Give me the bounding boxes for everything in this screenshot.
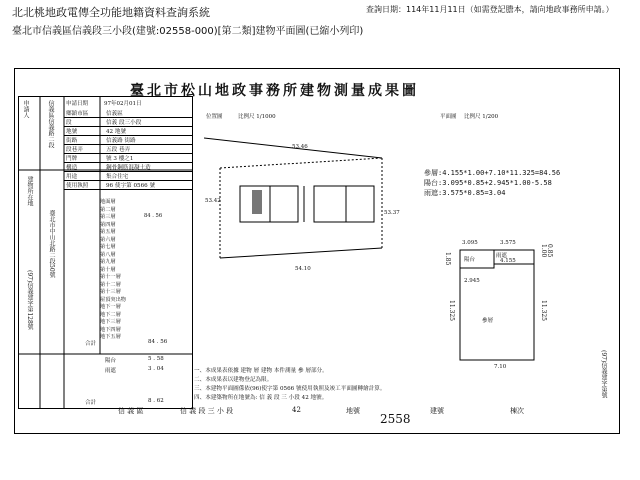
document-title: 臺北市松山地政事務所建物測量成果圖 xyxy=(130,83,419,99)
floor-row: 第二層 xyxy=(100,206,116,213)
note-line: 四、本建築物所在地號為: 信 義 段 三 小段 42 地號。 xyxy=(194,395,328,401)
total-value: 84 . 56 xyxy=(148,339,168,345)
dim-w1: 3.095 xyxy=(462,240,478,246)
floor-row: 第十三層 xyxy=(100,289,121,295)
footer-section: 信 義 段 三 小 段 xyxy=(180,407,234,415)
left-number: (97)信義建字第128號 xyxy=(26,270,33,330)
floor-row: 第九層 xyxy=(100,259,116,265)
table-row: 用途 集合住宅 xyxy=(64,171,192,181)
dim-v3: 0.85 xyxy=(546,244,553,258)
floor-row: 地下一層 xyxy=(100,304,121,310)
awning-label: 雨遮 xyxy=(496,253,508,259)
dim-v2: 1.00 xyxy=(540,244,547,258)
floor-row: 地面層 xyxy=(100,199,116,205)
footer-lot-label: 地號 xyxy=(346,407,360,415)
floor-row: 地下二層 xyxy=(100,311,121,318)
total-label: 合計 xyxy=(85,341,97,347)
location-line: 臺北市信義區信義段三小段(建號:02558-000)[第二類]建物平面圖(已縮小列印) xyxy=(12,26,364,37)
floor-row: 第七層 xyxy=(100,244,116,250)
formula-3: 雨遮:3.575*0.85=3.04 xyxy=(424,189,506,197)
floor-row: 第八層 xyxy=(100,251,116,258)
table-row: 門牌 號 3 樓之1 xyxy=(64,153,192,163)
plan-label: 平面圖 xyxy=(440,114,457,120)
floor-row: 地下三層 xyxy=(100,319,121,325)
site-right-dim: 53.37 xyxy=(384,210,400,216)
floor-row: 第四層 xyxy=(100,221,116,228)
scale2: 比例尺 1/200 xyxy=(464,114,499,120)
note-line: 一、本成果表依據 建物 層 建物 本件測量 參 層部分。 xyxy=(194,368,328,374)
floor-row: 第十一層 xyxy=(100,274,121,280)
floor-row: 第五層 xyxy=(100,229,116,235)
site-label: 位置圖 xyxy=(206,114,223,120)
attach-total-value: 8 . 62 xyxy=(148,398,164,404)
attach-row-1-label: 陽台 xyxy=(105,358,117,364)
table-row: 街路 信義路 街路 xyxy=(64,135,192,145)
scale1: 比例尺 1/1000 xyxy=(238,114,276,120)
floor-area: 84 . 56 xyxy=(144,213,163,219)
footer-building-label: 建號 xyxy=(430,407,444,415)
floor-row: 第三層 84 . 56 xyxy=(100,213,163,220)
floor-row: 地下四層 xyxy=(100,326,121,333)
query-date: 查詢日期：114年11月11日（如需登記謄本，請向地政事務所申請。） xyxy=(366,5,614,14)
table-row: 構造 鋼骨鋼筋混凝土造 xyxy=(64,162,192,172)
date-value: 97年02月01日 xyxy=(104,101,142,107)
attach-total-label: 合計 xyxy=(85,400,97,406)
floor-row: 地下五層 xyxy=(100,334,121,340)
table-row: 地號 42 地號 xyxy=(64,126,192,136)
attach-row-2-value: 3 . 04 xyxy=(148,366,164,372)
attach-row-2-label: 雨遮 xyxy=(105,368,117,374)
floor-row: 第十二層 xyxy=(100,281,121,288)
room-label: 參層 xyxy=(482,318,494,324)
dim-v1: 1.85 xyxy=(444,252,451,266)
floor-row: 屋頂突出物 xyxy=(100,296,126,303)
site-left-dim: 53.42 xyxy=(205,198,221,204)
dim-bottom: 7.10 xyxy=(494,364,507,370)
footer-district: 信 義 區 xyxy=(118,407,144,415)
building-number: 2558 xyxy=(380,412,411,426)
dim-d2: 4.155 xyxy=(500,258,516,264)
site-top-dim: 53.46 xyxy=(292,144,308,150)
table-row: 鄉鎮市區 信義區 xyxy=(64,108,192,118)
building-location-label: 建物所在地 xyxy=(26,176,33,206)
table-row: 段巷弄 五段 巷弄 xyxy=(64,144,192,154)
system-title: 北北桃地政電傳全功能地籍資料查詢系統 xyxy=(12,6,210,19)
floor-row: 第十層 xyxy=(100,266,116,273)
footer-lot-no: 42 xyxy=(292,406,301,414)
formula-2: 陽台:3.095*0.85+2.945*1.00-5.58 xyxy=(424,179,552,187)
dim-d1: 2.945 xyxy=(464,278,480,284)
dim-w2: 3.575 xyxy=(500,240,516,246)
applicant-label: 申請人 xyxy=(22,100,29,118)
right-number: (97)信義建字第號 xyxy=(600,350,607,399)
table-row: 使用執照 96 使字第 0566 號 xyxy=(64,180,192,190)
address-text: 臺北市中山北路二段50號 xyxy=(48,210,55,278)
applicant-name: 信義區信義路二段 xyxy=(47,100,54,148)
footer-unit-label: 棟次 xyxy=(510,407,524,415)
dim-height-right: 11.325 xyxy=(540,300,547,321)
attach-row-1-value: 5 . 58 xyxy=(148,356,164,362)
site-bottom-dim: 54.10 xyxy=(295,266,311,272)
note-line: 二、本成果表以建物登記為限。 xyxy=(194,377,273,383)
balcony-label: 陽台 xyxy=(464,257,476,263)
note-line: 三、本建物平面圖係依(96)使字第 0566 號使用執照及竣工平面圖轉繪計算。 xyxy=(194,386,386,392)
formula-1: 參層:4.155*1.00+7.10*11.325=84.56 xyxy=(424,169,561,177)
dim-height-left: 11.325 xyxy=(448,300,455,321)
table-row: 段 信義 段三小段 xyxy=(64,117,192,127)
date-label: 申請日期 xyxy=(66,101,89,107)
floor-row: 第六層 xyxy=(100,236,116,243)
